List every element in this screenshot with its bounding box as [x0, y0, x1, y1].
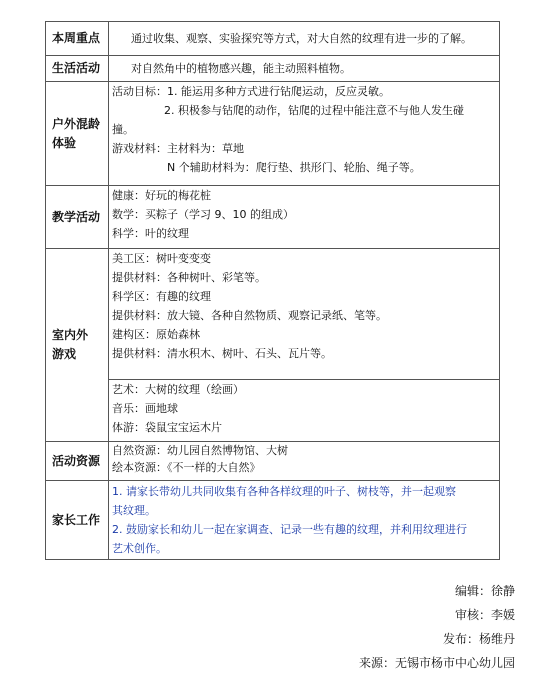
- outdoor-material-main: 游戏材料：主材料为：草地: [112, 142, 244, 155]
- teaching-math: 数学：买粽子（学习 9、10 的组成）: [112, 208, 294, 221]
- credit-reviewer: 审核：李媛: [454, 608, 515, 622]
- row-focus: [46, 22, 500, 56]
- play-label: [46, 249, 109, 442]
- parents-item-1b: 其纹理。: [112, 504, 156, 517]
- resources-books: 绘本资源：《不一样的大自然》: [112, 461, 261, 474]
- outdoor-label-line2: 体验: [52, 135, 77, 150]
- play-music: 音乐：画地球: [112, 402, 178, 415]
- life-label: 生活活动: [46, 56, 109, 82]
- outdoor-goal-1: 活动目标：1. 能运用多种方式进行钻爬运动，反应灵敏。: [112, 85, 390, 98]
- play-build-area: 建构区：原始森林: [112, 328, 200, 341]
- row-play-indoor: [46, 249, 500, 380]
- weekly-plan-table: [45, 21, 500, 560]
- parents-label: 家长工作: [46, 481, 109, 560]
- play-label-line1: 室内外: [52, 328, 89, 342]
- outdoor-goal-2b: 撞。: [112, 123, 134, 136]
- outdoor-goal-2a: 2. 积极参与钻爬的动作，钻爬的过程中能注意不与他人发生碰: [164, 104, 464, 117]
- focus-label: 本周重点: [46, 22, 109, 56]
- outdoor-label-line1: 户外混龄: [52, 116, 101, 131]
- play-label-line2: 游戏: [52, 347, 77, 361]
- focus-text: 通过收集、观察、实验探究等方式，对大自然的纹理有进一步的了解。: [131, 32, 472, 45]
- credit-source: 来源：无锡市杨市中心幼儿园: [358, 656, 515, 670]
- row-life: [46, 56, 500, 82]
- row-teaching: [46, 186, 500, 249]
- resources-nature: 自然资源：幼儿园自然博物馆、大树: [112, 444, 288, 457]
- play-science-material: 提供材料：放大镜、各种自然物质、观察记录纸、笔等。: [112, 309, 387, 322]
- outdoor-label: [46, 82, 109, 186]
- credit-editor: 编辑：徐静: [454, 584, 515, 598]
- play-art: 艺术：大树的纹理（绘画）: [112, 383, 244, 396]
- teaching-label: 教学活动: [46, 186, 109, 249]
- row-play-outdoor: [46, 380, 500, 442]
- teaching-science: 科学：叶的纹理: [112, 227, 189, 240]
- life-text: 对自然角中的植物感兴趣，能主动照料植物。: [131, 62, 351, 75]
- play-art-area: 美工区：树叶变变变: [112, 252, 211, 265]
- row-resources: [46, 442, 500, 481]
- parents-item-2b: 艺术创作。: [112, 542, 167, 555]
- parents-item-2a: 2. 鼓励家长和幼儿一起在家调查、记录一些有趣的纹理，并利用纹理进行: [112, 523, 467, 536]
- row-parents: [46, 481, 500, 560]
- parents-item-1a: 1. 请家长带幼儿共同收集有各种各样纹理的叶子、树枝等，并一起观察: [112, 485, 456, 498]
- row-outdoor: [46, 82, 500, 186]
- play-build-material: 提供材料：清水积木、树叶、石头、瓦片等。: [112, 347, 332, 360]
- resources-label: 活动资源: [46, 442, 109, 481]
- credit-publisher: 发布：杨维丹: [442, 632, 515, 646]
- play-science-area: 科学区：有趣的纹理: [112, 290, 211, 303]
- credits-block: [359, 579, 515, 675]
- teaching-health: 健康：好玩的梅花桩: [112, 189, 211, 202]
- outdoor-material-aux: N 个辅助材料为：爬行垫、拱形门、轮胎、绳子等。: [167, 161, 421, 174]
- play-pe: 体游：袋鼠宝宝运木片: [112, 421, 222, 434]
- play-art-material: 提供材料：各种树叶、彩笔等。: [112, 271, 266, 284]
